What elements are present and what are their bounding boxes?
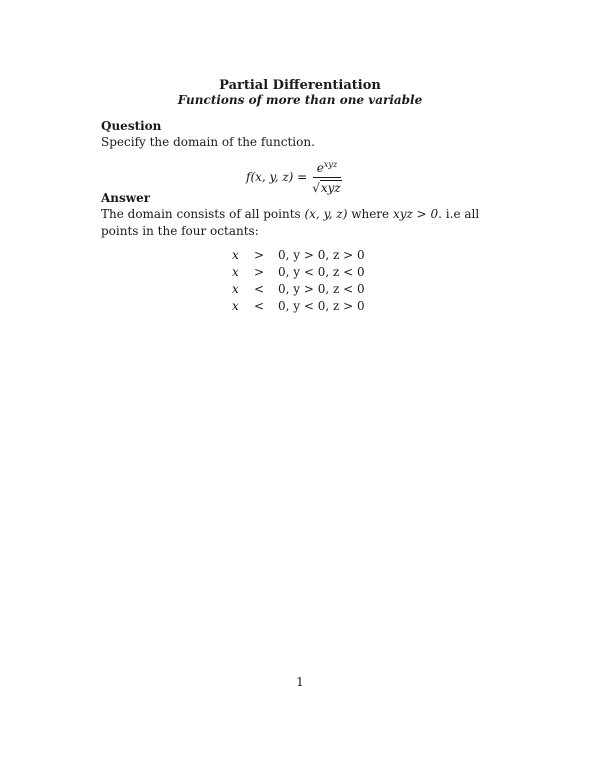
numerator-base: e [316, 161, 324, 175]
octant-rest: 0, y < 0, z < 0 [278, 265, 365, 279]
denominator-radicand: xyz [320, 181, 341, 195]
question-text: Specify the domain of the function. [101, 135, 315, 149]
answer-point: (x, y, z) [304, 207, 348, 221]
octant-var: x [232, 299, 239, 313]
formula-lhs: f(x, y, z) = [246, 169, 308, 184]
answer-heading: Answer [101, 191, 151, 205]
document-title: Partial Differentiation [219, 78, 381, 93]
answer-text [101, 206, 501, 240]
answer-text-part1: The domain consists of all points [101, 207, 305, 221]
octant-row [232, 281, 365, 298]
octant-var: x [232, 248, 239, 262]
answer-text-part2: where [347, 207, 393, 221]
octant-op: > [253, 265, 265, 279]
octant-var: x [232, 282, 239, 296]
numerator-exponent: xyz [323, 160, 338, 169]
document-subtitle: Functions of more than one variable [177, 93, 423, 107]
octant-row [232, 298, 365, 315]
answer-text-part3: . i.e all points in the four octants: [101, 207, 480, 238]
octant-var: x [232, 265, 239, 279]
sqrt-icon: √ [312, 181, 320, 195]
page-number: 1 [296, 675, 304, 689]
formula-fraction [312, 158, 342, 195]
octant-rest: 0, y < 0, z > 0 [278, 299, 365, 313]
domain-formula [246, 158, 342, 195]
answer-condition: xyz > 0 [392, 207, 439, 221]
octant-op: > [253, 248, 265, 262]
octant-conditions [232, 247, 365, 315]
formula-denominator [312, 178, 342, 195]
octant-op: < [253, 282, 265, 296]
question-heading: Question [101, 119, 162, 133]
octant-row [232, 264, 365, 281]
octant-op: < [253, 299, 265, 313]
octant-rest: 0, y > 0, z > 0 [278, 248, 365, 262]
octant-rest: 0, y > 0, z < 0 [278, 282, 365, 296]
octant-row [232, 247, 365, 264]
formula-numerator [313, 158, 341, 178]
